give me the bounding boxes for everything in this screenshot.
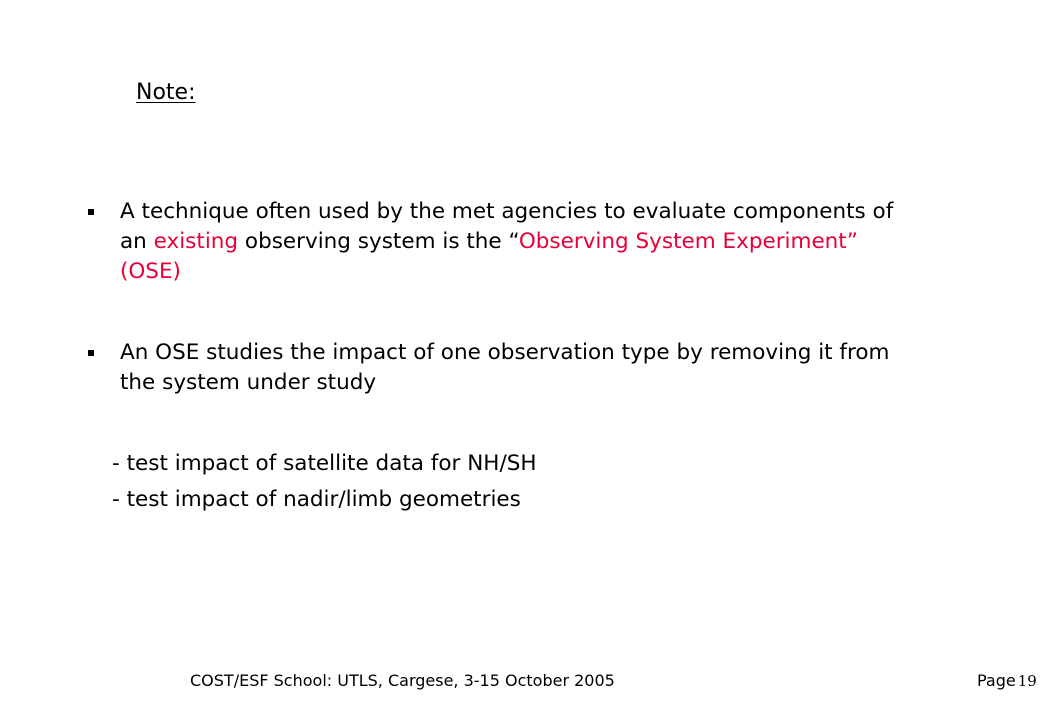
bullet-text bbox=[120, 197, 910, 287]
highlight-existing: existing bbox=[153, 229, 239, 254]
sub-item-satellite: - test impact of satellite data for NH/SH bbox=[112, 451, 537, 476]
sub-item-geometries: - test impact of nadir/limb geometries bbox=[112, 487, 521, 512]
highlight-ose-name: Observing System Experiment bbox=[518, 229, 847, 254]
page-label: Page bbox=[977, 671, 1016, 690]
bullet-square-icon bbox=[88, 209, 94, 215]
highlight-ose-abbrev: ” (OSE) bbox=[120, 229, 858, 284]
footer-course: COST/ESF School: UTLS, Cargese, 3-15 October 2005 bbox=[190, 671, 615, 690]
text-segment: A technique often used by the met agencies to evaluate components of an bbox=[120, 199, 894, 254]
bullet-text: An OSE studies the impact of one observation type by removing it from the system under study bbox=[120, 340, 890, 395]
bullet-square-icon bbox=[88, 350, 94, 356]
text-segment: observing system is the “ bbox=[238, 229, 519, 254]
slide-title: Note: bbox=[136, 80, 196, 105]
page-number: 19 bbox=[1017, 672, 1037, 690]
footer-page bbox=[977, 671, 1037, 690]
